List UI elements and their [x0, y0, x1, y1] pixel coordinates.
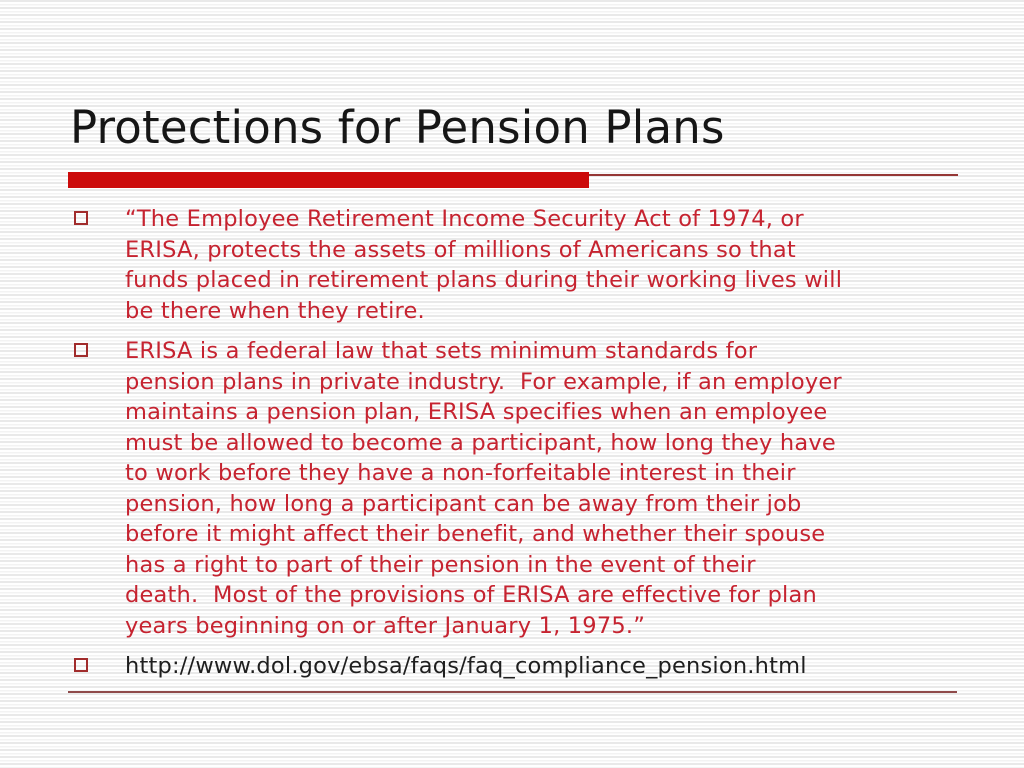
- square-bullet-icon: [74, 658, 88, 672]
- bullet-text: [125, 651, 807, 682]
- bullet-text-line: ERISA is a federal law that sets minimum standards for: [125, 338, 758, 364]
- bullet-text-line: funds placed in retirement plans during their working lives will: [125, 267, 843, 293]
- bullet-text-line: pension plans in private industry. For example, if an employer: [125, 368, 842, 395]
- bullet-item: [74, 651, 960, 682]
- bullet-text-line: to work before they have a non-forfeitable interest in their: [125, 460, 796, 486]
- bullet-text-line: http://www.dol.gov/ebsa/faqs/faq_compliance_pension.html: [125, 653, 807, 679]
- title-accent-bar: [68, 172, 589, 188]
- bullet-item: [74, 336, 960, 641]
- bullet-text-line: ERISA, protects the assets of millions of Americans so that: [125, 236, 796, 263]
- square-bullet-icon: [74, 343, 88, 357]
- slide-title: Protections for Pension Plans: [70, 101, 725, 154]
- bullet-text-line: must be allowed to become a participant, how long they have: [125, 429, 836, 456]
- bullet-text-line: pension, how long a participant can be away from their job: [125, 490, 802, 517]
- footer-line: [68, 691, 957, 693]
- bullet-text-line: maintains a pension plan, ERISA specifies when an employee: [125, 399, 828, 425]
- bullet-text-line: be there when they retire.: [125, 297, 425, 324]
- bullet-text-line: years beginning on or after January 1, 1975.”: [125, 612, 646, 639]
- bullet-item: [74, 204, 960, 326]
- square-bullet-icon: [74, 211, 88, 225]
- bullet-text-line: death. Most of the provisions of ERISA are effective for plan: [125, 582, 817, 608]
- bullet-text-line: has a right to part of their pension in the event of their: [125, 551, 756, 578]
- bullet-text-line: before it might affect their benefit, and whether their spouse: [125, 521, 826, 547]
- bullet-text-line: “The Employee Retirement Income Security Act of 1974, or: [125, 206, 804, 232]
- bullet-text: [125, 204, 842, 326]
- bullet-list: [74, 204, 960, 692]
- bullet-text: [125, 336, 842, 641]
